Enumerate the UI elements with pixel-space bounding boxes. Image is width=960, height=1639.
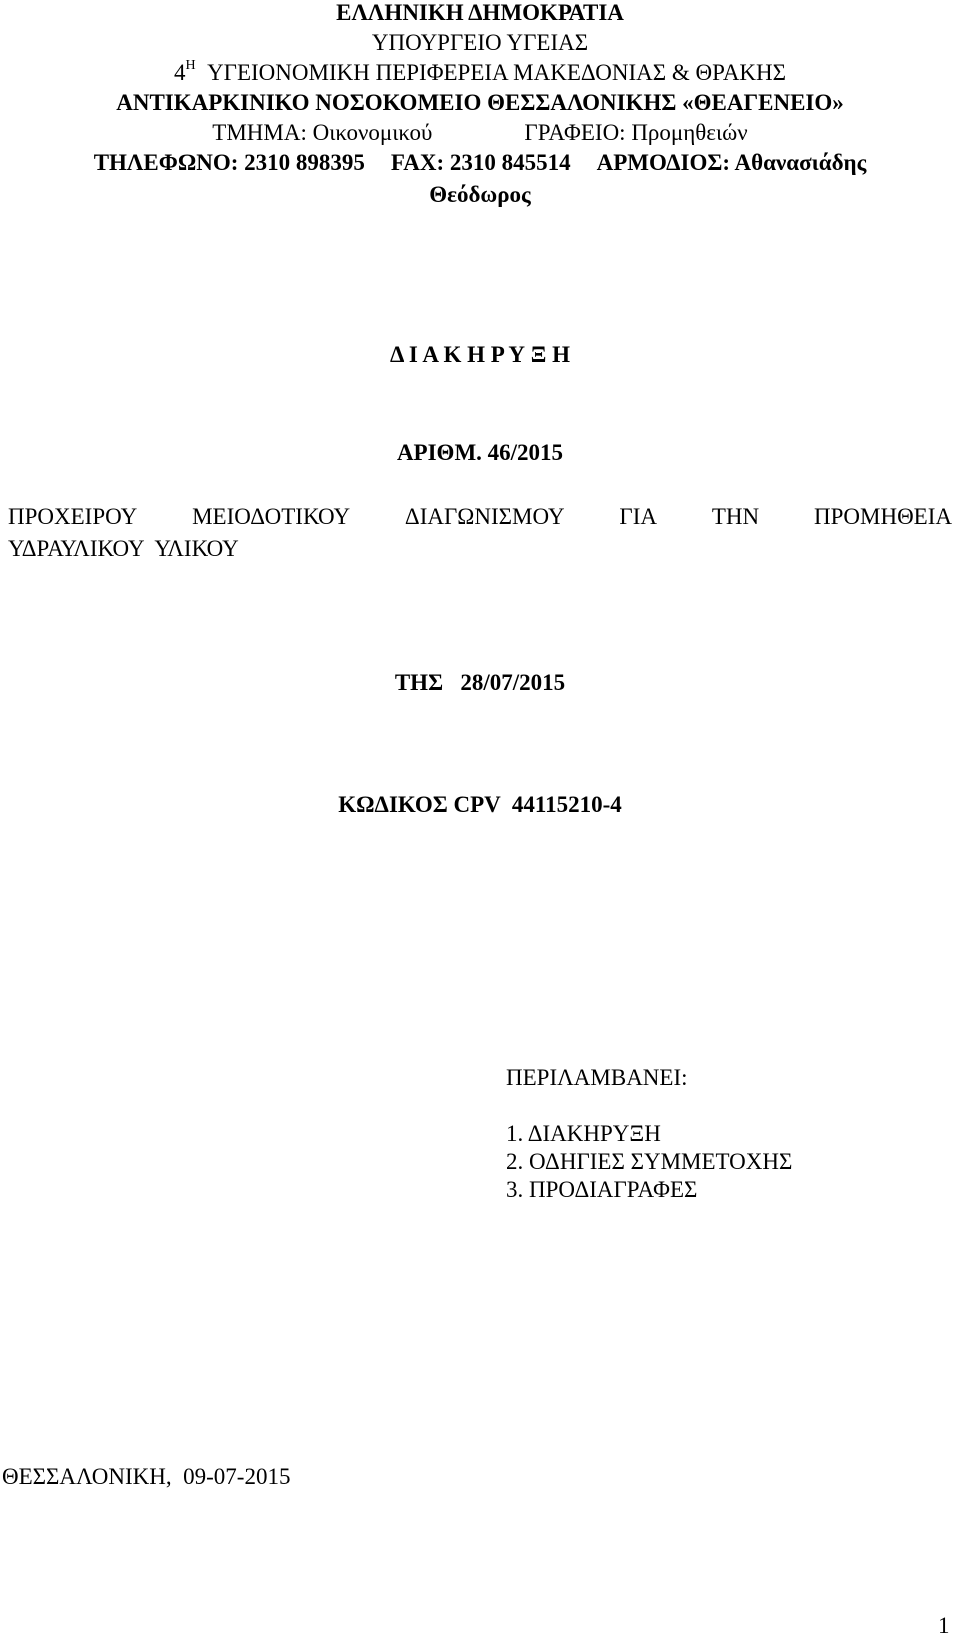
subject-word: ΠΡΟΜΗΘΕΙΑ bbox=[814, 504, 952, 529]
region-superscript: Η bbox=[185, 58, 196, 73]
header-region bbox=[0, 60, 960, 86]
subject-word: ΜΕΙΟΔΟΤΙΚΟΥ bbox=[192, 504, 351, 529]
subject-word: ΔΙΑΓΩΝΙΣΜΟΥ bbox=[404, 504, 565, 529]
subject-word: ΠΡΟΧΕΙΡΟΥ bbox=[8, 504, 138, 529]
header-responsible-cont: Θεόδωρος bbox=[429, 182, 531, 207]
region-name: ΥΓΕΙΟΝΟΜΙΚΗ ΠΕΡΙΦΕΡΕΙΑ ΜΑΚΕΔΟΝΙΑΣ & ΘΡΑΚΗΣ bbox=[207, 60, 787, 85]
contents-heading: ΠΕΡΙΛΑΜΒΑΝΕΙ: bbox=[506, 1065, 688, 1090]
header-department-office bbox=[0, 120, 960, 146]
cpv-code: ΚΩΔΙΚΟΣ CPV 44115210-4 bbox=[338, 792, 622, 817]
declaration-title: Δ Ι Α Κ Η Ρ Υ Ξ Η bbox=[390, 342, 570, 367]
page-number: 1 bbox=[938, 1613, 950, 1638]
declaration-number: ΑΡΙΘΜ. 46/2015 bbox=[396, 440, 564, 465]
header-department: ΤΜΗΜΑ: Οικονομικού bbox=[212, 120, 433, 145]
header-fax: FAX: 2310 845514 bbox=[390, 150, 571, 175]
contents-item: 3. ΠΡΟΔΙΑΓΡΑΦΕΣ bbox=[506, 1177, 698, 1202]
subject-line-2: ΥΔΡΑΥΛΙΚΟΥ ΥΛΙΚΟΥ bbox=[8, 536, 239, 561]
header-contact bbox=[0, 150, 960, 176]
header-ministry: ΥΠΟΥΡΓΕΙΟ ΥΓΕΙΑΣ bbox=[371, 30, 589, 55]
subject-line-1 bbox=[8, 504, 952, 530]
header-hospital: ΑΝΤΙΚΑΡΚΙΝΙΚΟ ΝΟΣΟΚΟΜΕΙΟ ΘΕΣΣΑΛΟΝΙΚΗΣ «ΘΕΑΓΕΝΕΙΟ» bbox=[116, 90, 844, 115]
header-republic: ΕΛΛΗΝΙΚΗ ΔΗΜΟΚΡΑΤΙΑ bbox=[336, 0, 624, 25]
subject-word: ΓΙΑ bbox=[619, 504, 657, 529]
place-date: ΘΕΣΣΑΛΟΝΙΚΗ, 09-07-2015 bbox=[2, 1464, 291, 1489]
declaration-date: ΤΗΣ 28/07/2015 bbox=[394, 670, 566, 695]
contents-item: 2. ΟΔΗΓΙΕΣ ΣΥΜΜΕΤΟΧΗΣ bbox=[506, 1149, 793, 1174]
header-responsible: ΑΡΜΟΔΙΟΣ: Αθανασιάδης bbox=[596, 150, 867, 175]
contents-item: 1. ΔΙΑΚΗΡΥΞΗ bbox=[506, 1121, 661, 1146]
header-phone: ΤΗΛΕΦΩΝΟ: 2310 898395 bbox=[93, 150, 365, 175]
subject-word: ΤΗΝ bbox=[711, 504, 760, 529]
header-office: ΓΡΑΦΕΙΟ: Προμηθειών bbox=[524, 120, 748, 145]
region-number: 4 bbox=[173, 60, 186, 85]
